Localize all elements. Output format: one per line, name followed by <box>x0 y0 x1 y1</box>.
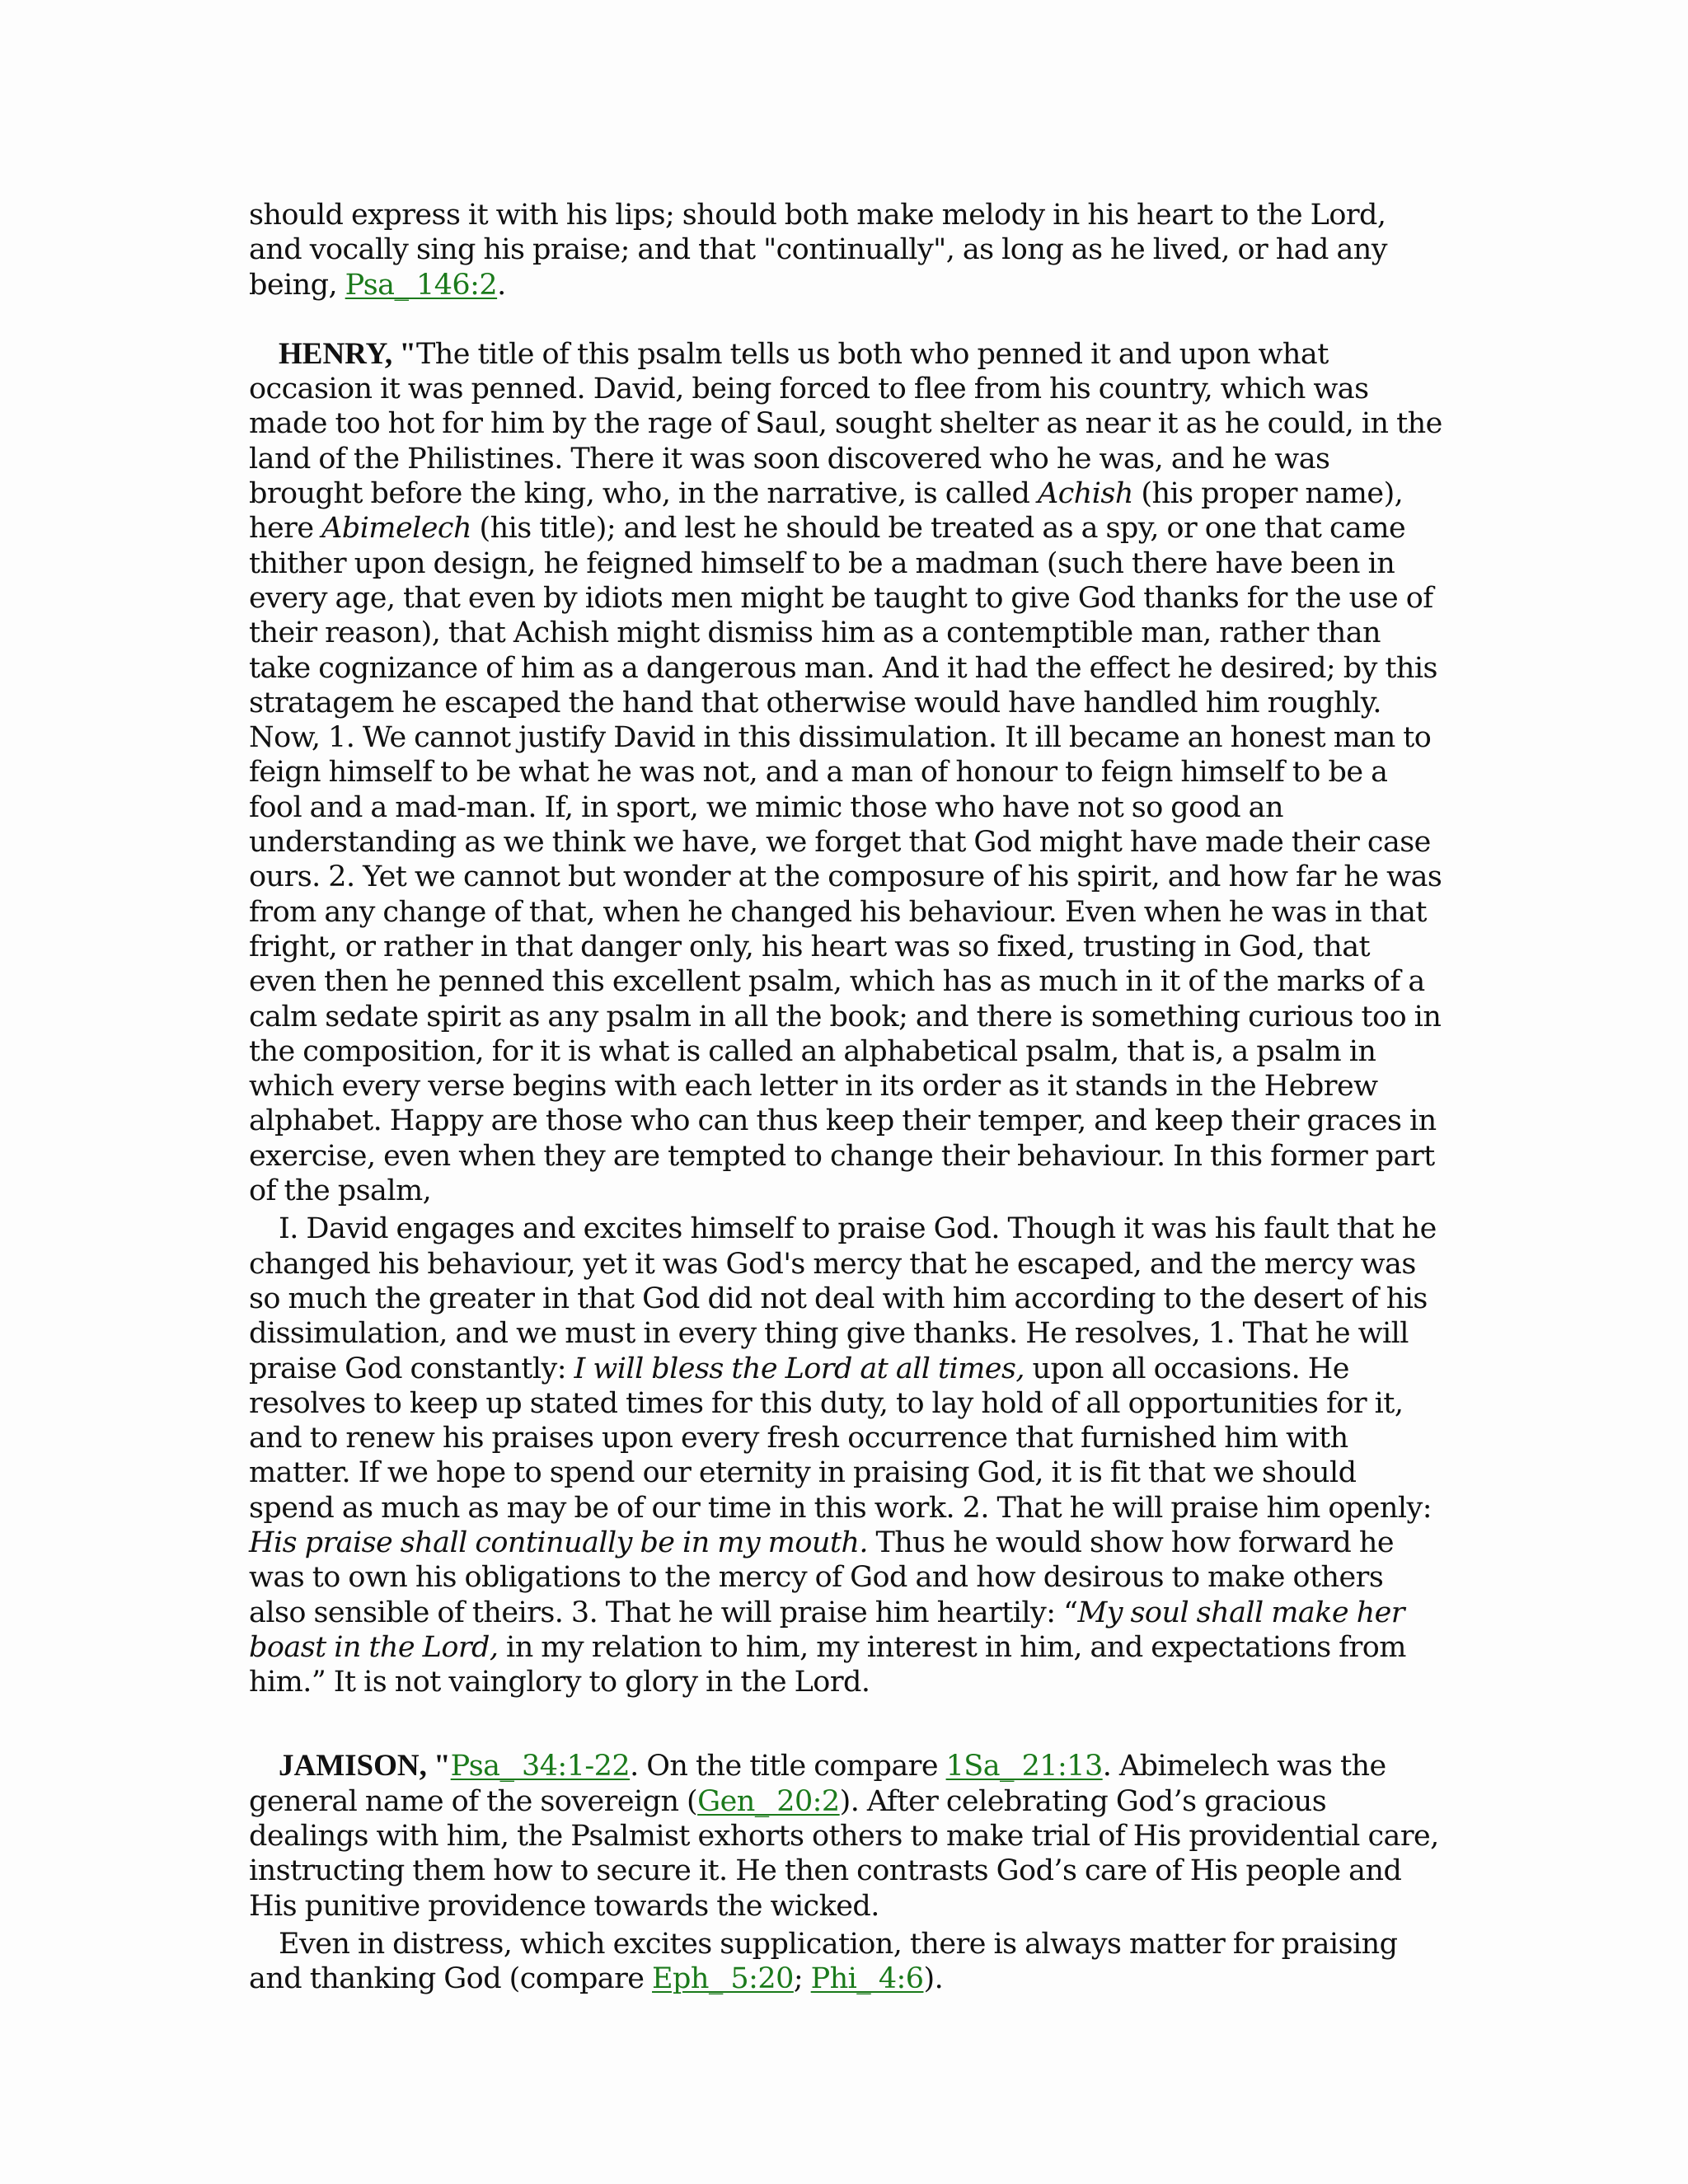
author-heading-jamison: JAMISON, " <box>279 1749 451 1783</box>
paragraph-text: . Abimelech was the general name of the sovereign ( <box>249 1750 1386 1818</box>
paragraph-text: should express it with his lips; should both make melody in his heart to the Lord, and vocally sing his praise; and that "continually", as long as he lived, or had any being, <box>249 199 1388 302</box>
paragraph-end: . <box>497 268 506 302</box>
scripture-link-1sa-21-13[interactable]: 1Sa_ 21:13 <box>945 1750 1103 1783</box>
jamison-paragraph <box>249 1749 1444 1923</box>
scripture-link-eph-5-20[interactable]: Eph_ 5:20 <box>652 1962 794 1996</box>
scripture-link-psa-34[interactable]: Psa_ 34:1-22 <box>450 1750 631 1783</box>
italic-quote: My soul shall make her boast in the Lord, <box>249 1596 1404 1664</box>
paragraph-text: ). <box>923 1962 944 1996</box>
scripture-link-psa-146-2[interactable]: Psa_ 146:2 <box>345 268 498 302</box>
paragraph-text: upon all occasions. He resolves to keep up stated times for this duty, to lay hold of all opportunities for it, and to renew his praises upon every fresh occurrence that furnished him with matter. If we hope to spend our eternity in praising God, it is fit that we should spend as much as may be of our time in this work. 2. That he will praise him openly: <box>249 1352 1432 1525</box>
italic-quote: I will bless the Lord at all times, <box>574 1352 1025 1385</box>
paragraph-text: (his title); and lest he should be treated as a spy, or one that came thither upon design, he feigned himself to be a madman (such there have been in every age, that even by idiots men might be taught to give God thanks for the use of their reason), that Achish might dismiss him as a contemptible man, rather than take cognizance of him as a dangerous man. And it had the effect he desired; by this stratagem he escaped the hand that otherwise would have handled him roughly. Now, 1. We cannot justify David in this dissimulation. It ill became an honest man to feign himself to be what he was not, and a man of honour to feign himself to be a fool and a mad-man. If, in sport, we mimic those who have not so good an understanding as we think we have, we forget that God might have made their case ours. 2. Yet we cannot but wonder at the composure of his spirit, and how far he was from any change of that, when he changed his behaviour. Even when he was in that fright, or rather in that danger only, his heart was so fixed, trusting in God, that even then he penned this excellent psalm, which has as much in it of the marks of a calm sedate spirit as any psalm in all the book; and there is something curious too in the composition, for it is what is called an alphabetical psalm, that is, a psalm in which every verse begins with each letter in its order as it stands in the Hebrew alphabet. Happy are those who can thus keep their temper, and keep their graces in exercise, even when they are tempted to change their behaviour. In this former part of the psalm, <box>249 512 1442 1208</box>
italic-quote: His praise shall continually be in my mouth. <box>249 1526 868 1559</box>
paragraph-text: ). After celebrating God’s gracious dealings with him, the Psalmist exhorts others to make trial of His providential care, instructing them how to secure it. He then contrasts God’s care of His people and His punitive providence towards the wicked. <box>249 1784 1439 1923</box>
paragraph-text: . On the title compare <box>630 1750 946 1783</box>
paragraph-text: (his proper name), here <box>249 477 1404 546</box>
henry-paragraph <box>249 337 1444 1208</box>
paragraph-text: in my relation to him, my interest in him, and expectations from him.” It is not vainglory to glory in the Lord. <box>249 1630 1406 1699</box>
scripture-link-phi-4-6[interactable]: Phi_ 4:6 <box>810 1962 924 1996</box>
italic-achish: Achish <box>1038 477 1133 511</box>
jamison-distress-paragraph <box>249 1927 1444 1997</box>
paragraph-text: Even in distress, which excites supplication, there is always matter for praising and thanking God (compare <box>249 1927 1398 1996</box>
paragraph-text: I. David engages and excites himself to praise God. Though it was his fault that he changed his behaviour, yet it was God's mercy that he escaped, and the mercy was so much the greater in that God did not deal with him according to the desert of his dissimulation, and we must in every thing give thanks. He resolves, 1. That he will praise God constantly: <box>249 1212 1437 1385</box>
paragraph-text: Thus he would show how forward he was to own his obligations to the mercy of God and how desirous to make others also sensible of theirs. 3. That he will praise him heartily: “ <box>249 1526 1394 1629</box>
paragraph-text: ; <box>793 1962 811 1996</box>
commentary-page <box>249 198 1444 1997</box>
paragraph-continuation <box>249 198 1444 302</box>
italic-abimelech: Abimelech <box>321 512 471 546</box>
author-heading-henry: HENRY, " <box>279 336 416 371</box>
paragraph-text: The title of this psalm tells us both who penned it and upon what occasion it was penned. David, being forced to flee from his country, which was made too hot for him by the rage of Saul, sought shelter as near it as he could, in the land of the Philistines. There it was soon discovered who he was, and he was brought before the king, who, in the narrative, is called <box>249 337 1442 511</box>
henry-point-one-paragraph <box>249 1212 1444 1699</box>
scripture-link-gen-20-2[interactable]: Gen_ 20:2 <box>697 1784 840 1818</box>
